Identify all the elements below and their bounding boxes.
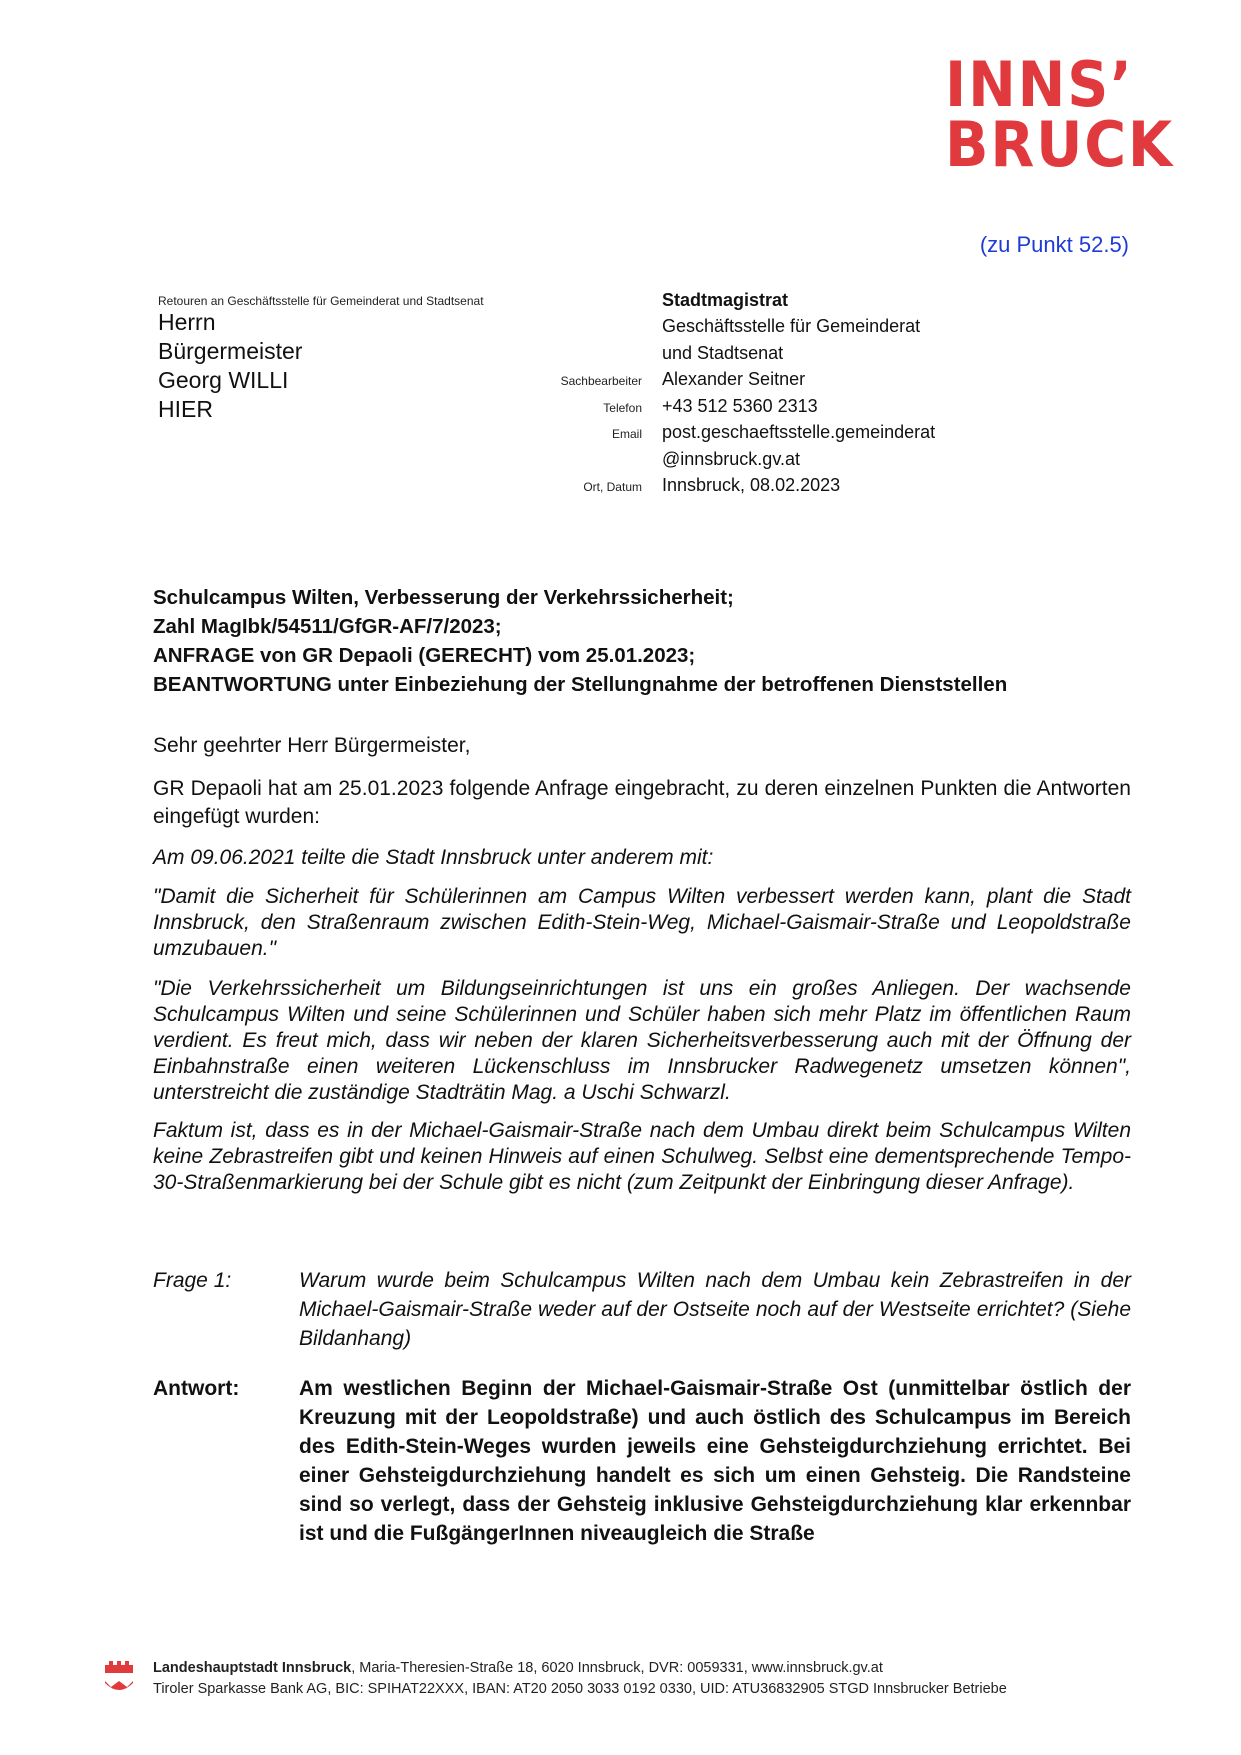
intro-paragraph: GR Depaoli hat am 25.01.2023 folgende Anfrage eingebracht, zu deren einzelnen Punkten die Antworten eingefügt wurden: bbox=[153, 777, 1131, 828]
subject-line: BEANTWORTUNG unter Einbeziehung der Stellungnahme der betroffenen Dienststellen bbox=[153, 673, 1008, 696]
quote-intro: Am 09.06.2021 teilte die Stadt Innsbruck unter anderem mit: bbox=[153, 846, 714, 869]
subject-line: Zahl MagIbk/54511/GfGR-AF/7/2023; bbox=[153, 615, 502, 638]
phone-label: Telefon bbox=[603, 400, 642, 415]
clerk-label: Sachbearbeiter bbox=[560, 374, 642, 388]
date-value: Innsbruck, 08.02.2023 bbox=[662, 475, 841, 495]
footer-org: Landeshauptstadt Innsbruck bbox=[153, 1660, 352, 1676]
agenda-reference: (zu Punkt 52.5) bbox=[979, 232, 1129, 257]
question-1 bbox=[153, 1266, 1131, 1353]
question-text: Warum wurde beim Schulcampus Wilten nach dem Umbau kein Zebrastreifen in der Michael-Gaismair-Straße weder auf der Ostseite noch auf der Westseite errichtet? (Siehe Bildanhang) bbox=[299, 1269, 1131, 1350]
answer-1 bbox=[153, 1374, 1131, 1548]
return-note: Retouren an Geschäftsstelle für Gemeinderat und Stadtsenat bbox=[158, 294, 484, 308]
phone-value: +43 512 5360 2313 bbox=[662, 395, 818, 416]
sender-block bbox=[430, 284, 1030, 496]
logo-line-2: BRUCK bbox=[945, 108, 1174, 181]
footer-line-2: Tiroler Sparkasse Bank AG, BIC: SPIHAT22XXX, IBAN: AT20 2050 3033 0192 0330, UID: ATU36832905 STGD Innsbrucker Betriebe bbox=[153, 1681, 1007, 1697]
fact-paragraph: Faktum ist, dass es in der Michael-Gaismair-Straße nach dem Umbau direkt beim Schulcampus Wilten keine Zebrastreifen gibt und keinen Hinweis auf einen Schulweg. Selbst eine dementsprechende Tempo-30-Straßenmarkierung bei der Schule gibt es nicht (zum Zeitpunkt der Einbringung dieser Anfrage). bbox=[153, 1119, 1131, 1194]
city-emblem-icon bbox=[103, 1661, 135, 1699]
date-label: Ort, Datum bbox=[583, 480, 642, 494]
subject-line: Schulcampus Wilten, Verbesserung der Verkehrssicherheit; bbox=[153, 586, 734, 609]
footer bbox=[103, 1658, 1143, 1700]
recipient-line: Georg WILLI bbox=[158, 367, 289, 393]
subject-line: ANFRAGE von GR Depaoli (GERECHT) vom 25.01.2023; bbox=[153, 644, 696, 667]
answer-label: Antwort: bbox=[153, 1377, 240, 1400]
logo-line-1: INNS’ bbox=[945, 48, 1134, 121]
question-label: Frage 1: bbox=[153, 1269, 232, 1292]
subject-block bbox=[153, 583, 1007, 699]
recipient-line: HIER bbox=[158, 396, 213, 422]
salutation: Sehr geehrter Herr Bürgermeister, bbox=[153, 734, 471, 757]
sender-department-2: und Stadtsenat bbox=[662, 342, 784, 363]
sender-office: Stadtmagistrat bbox=[662, 289, 789, 310]
clerk-name: Alexander Seitner bbox=[662, 369, 806, 389]
email-value: post.geschaeftsstelle.gemeinderat bbox=[662, 422, 936, 442]
recipient-line: Bürgermeister bbox=[158, 338, 303, 364]
recipient-line: Herrn bbox=[158, 309, 216, 335]
sender-department: Geschäftsstelle für Gemeinderat bbox=[662, 316, 921, 336]
innsbruck-logo bbox=[945, 48, 1175, 181]
quote-paragraph-1: "Damit die Sicherheit für Schülerinnen am Campus Wilten verbessert werden kann, plant die Stadt Innsbruck, den Straßenraum zwischen Edith-Stein-Weg, Michael-Gaismair-Straße und Leopoldstraße umzubauen." bbox=[153, 885, 1131, 960]
footer-line-1 bbox=[153, 1658, 1007, 1679]
quote-paragraph-2: "Die Verkehrssicherheit um Bildungseinrichtungen ist uns ein großes Anliegen. Der wachsende Schulcampus Wilten und seine Schülerinnen und Schüler haben sich mehr Platz im öffentlichen Raum verdient. Es freut mich, dass wir neben der klaren Sicherheitsverbesserung auch mit der Öffnung der Einbahnstraße einen weiteren Lückenschluss im Innsbrucker Radwegenetz umsetzen können", unterstreicht die zuständige Stadträtin Mag. a Uschi Schwarzl. bbox=[153, 977, 1131, 1104]
recipient-address bbox=[158, 308, 302, 424]
footer-address: , Maria-Theresien-Straße 18, 6020 Innsbruck, DVR: 0059331, www.innsbruck.gv.at bbox=[351, 1660, 883, 1676]
answer-text: Am westlichen Beginn der Michael-Gaismair-Straße Ost (unmittelbar östlich der Kreuzung mit der Leopoldstraße) und auch östlich des Schulcampus im Bereich des Edith-Stein-Weges wurden jeweils eine Gehsteigdurchziehung errichtet. Bei einer Gehsteigdurchziehung handelt es sich um einen Gehsteig. Die Randsteine sind so verlegt, dass der Gehsteig inklusive Gehsteigdurchziehung klar erkennbar ist und die FußgängerInnen niveaugleich die Straße bbox=[299, 1377, 1131, 1545]
email-label: Email bbox=[611, 427, 642, 441]
email-value-domain: @innsbruck.gv.at bbox=[662, 448, 800, 469]
